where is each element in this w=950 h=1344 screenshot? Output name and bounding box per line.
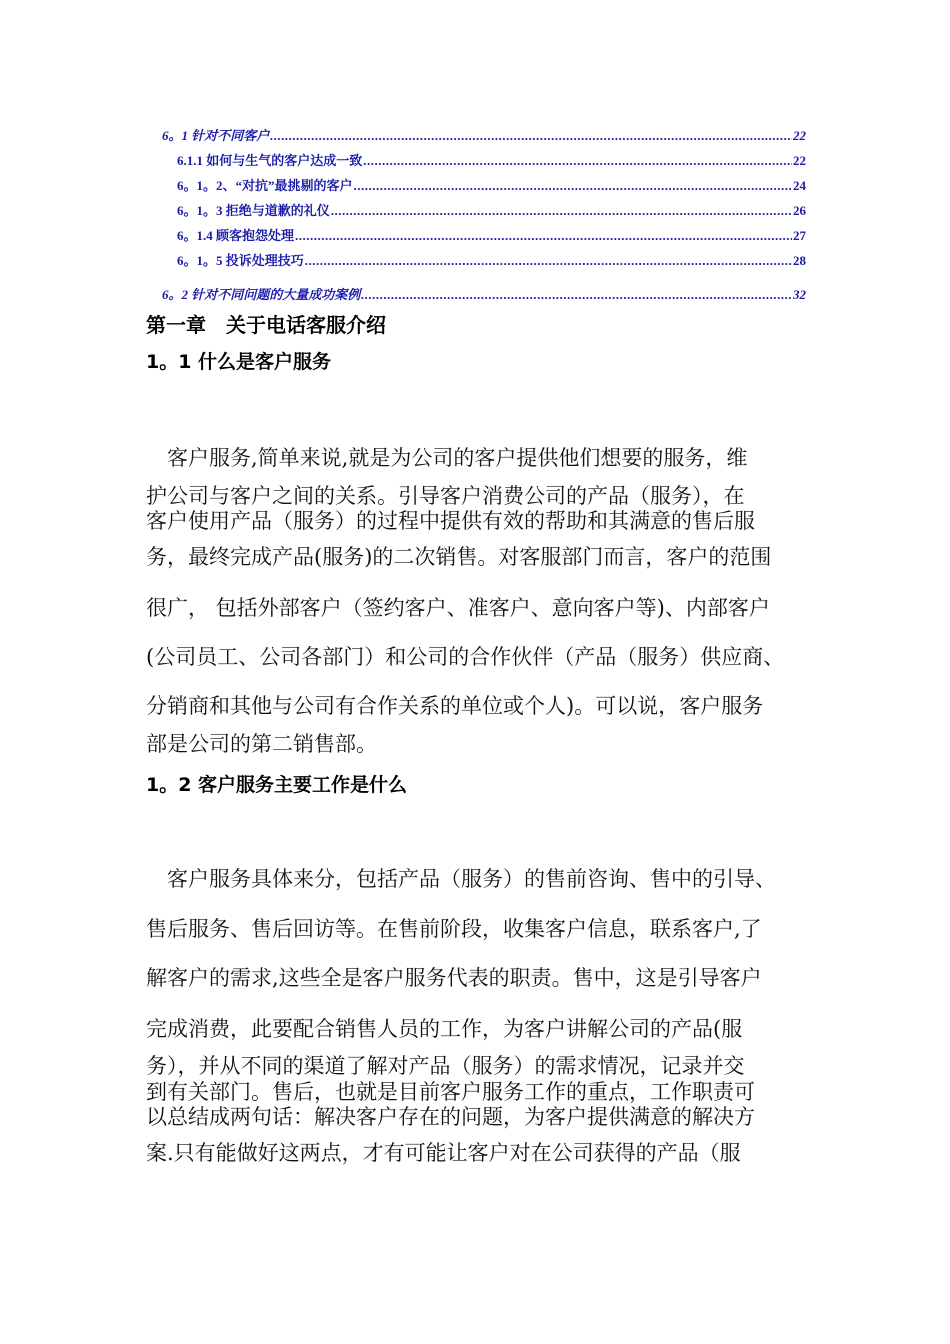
paragraph-line: 务），并从不同的渠道了解对产品（服务）的需求情况，记录并交 xyxy=(146,1054,745,1078)
toc-label: 6。1。2、“对抗”最挑剔的客户 xyxy=(177,178,353,193)
toc-entry[interactable] xyxy=(0,286,950,304)
paragraph-line: 案.只有能做好这两点，才有可能让客户对在公司获得的产品（服 xyxy=(146,1141,741,1165)
paragraph-line: 售后服务、售后回访等。在售前阶段，收集客户信息，联系客户,了 xyxy=(146,917,762,941)
toc-page: 27 xyxy=(793,228,806,243)
toc-page: 24 xyxy=(793,178,806,193)
toc-entry[interactable] xyxy=(0,177,950,195)
toc-entry[interactable] xyxy=(0,227,950,245)
toc-entry[interactable] xyxy=(0,252,950,270)
paragraph-line: 分销商和其他与公司有合作关系的单位或个人)。可以说，客户服务 xyxy=(146,694,764,718)
paragraph-line: 很广， 包括外部客户（签约客户、准客户、意向客户等)、内部客户 xyxy=(146,596,770,620)
paragraph-line: 完成消费，此要配合销售人员的工作，为客户讲解公司的产品(服 xyxy=(146,1017,743,1041)
paragraph-line: 部是公司的第二销售部。 xyxy=(146,732,377,756)
paragraph-line: 客户使用产品（服务）的过程中提供有效的帮助和其满意的售后服 xyxy=(146,509,755,533)
toc-page: 26 xyxy=(793,203,806,218)
toc-page: 22 xyxy=(793,128,806,143)
toc-label: 6。1.4 顾客抱怨处理 xyxy=(177,228,295,243)
toc-label: 6。1。5 投诉处理技巧 xyxy=(177,253,304,268)
paragraph-line: 务，最终完成产品(服务)的二次销售。对客服部门而言，客户的范围 xyxy=(146,545,772,569)
toc-label: 6。1 针对不同客户 xyxy=(162,128,270,143)
paragraph-line: 客户服务,简单来说,就是为公司的客户提供他们想要的服务，维 xyxy=(146,446,748,470)
toc-entry[interactable] xyxy=(0,202,950,220)
paragraph-line: 以总结成两句话：解决客户存在的问题，为客户提供满意的解决方 xyxy=(146,1105,755,1129)
chapter-title: 第一章 关于电话客服介绍 xyxy=(146,313,386,337)
paragraph-line: 解客户的需求,这些全是客户服务代表的职责。售中，这是引导客户 xyxy=(146,966,762,990)
toc-entry[interactable] xyxy=(0,127,950,145)
paragraph-line: 客户服务具体来分，包括产品（服务）的售前咨询、售中的引导、 xyxy=(146,867,776,891)
toc-label: 6.1.1 如何与生气的客户达成一致 xyxy=(177,153,363,168)
toc-page: 22 xyxy=(793,153,806,168)
toc-page: 32 xyxy=(793,287,806,302)
toc-label: 6。1。3 拒绝与道歉的礼仪 xyxy=(177,203,330,218)
section-title: 1。1 什么是客户服务 xyxy=(146,351,332,373)
paragraph-line: 到有关部门。售后，也就是目前客户服务工作的重点，工作职责可 xyxy=(146,1080,755,1104)
section-title: 1。2 客户服务主要工作是什么 xyxy=(146,774,408,796)
paragraph-line: (公司员工、公司各部门）和公司的合作伙伴（产品（服务）供应商、 xyxy=(146,645,785,669)
toc-page: 28 xyxy=(793,253,806,268)
paragraph-line: 护公司与客户之间的关系。引导客户消费公司的产品（服务），在 xyxy=(146,484,745,508)
toc-label: 6。2 针对不同问题的大量成功案例 xyxy=(162,287,361,302)
toc-entry[interactable] xyxy=(0,152,950,170)
